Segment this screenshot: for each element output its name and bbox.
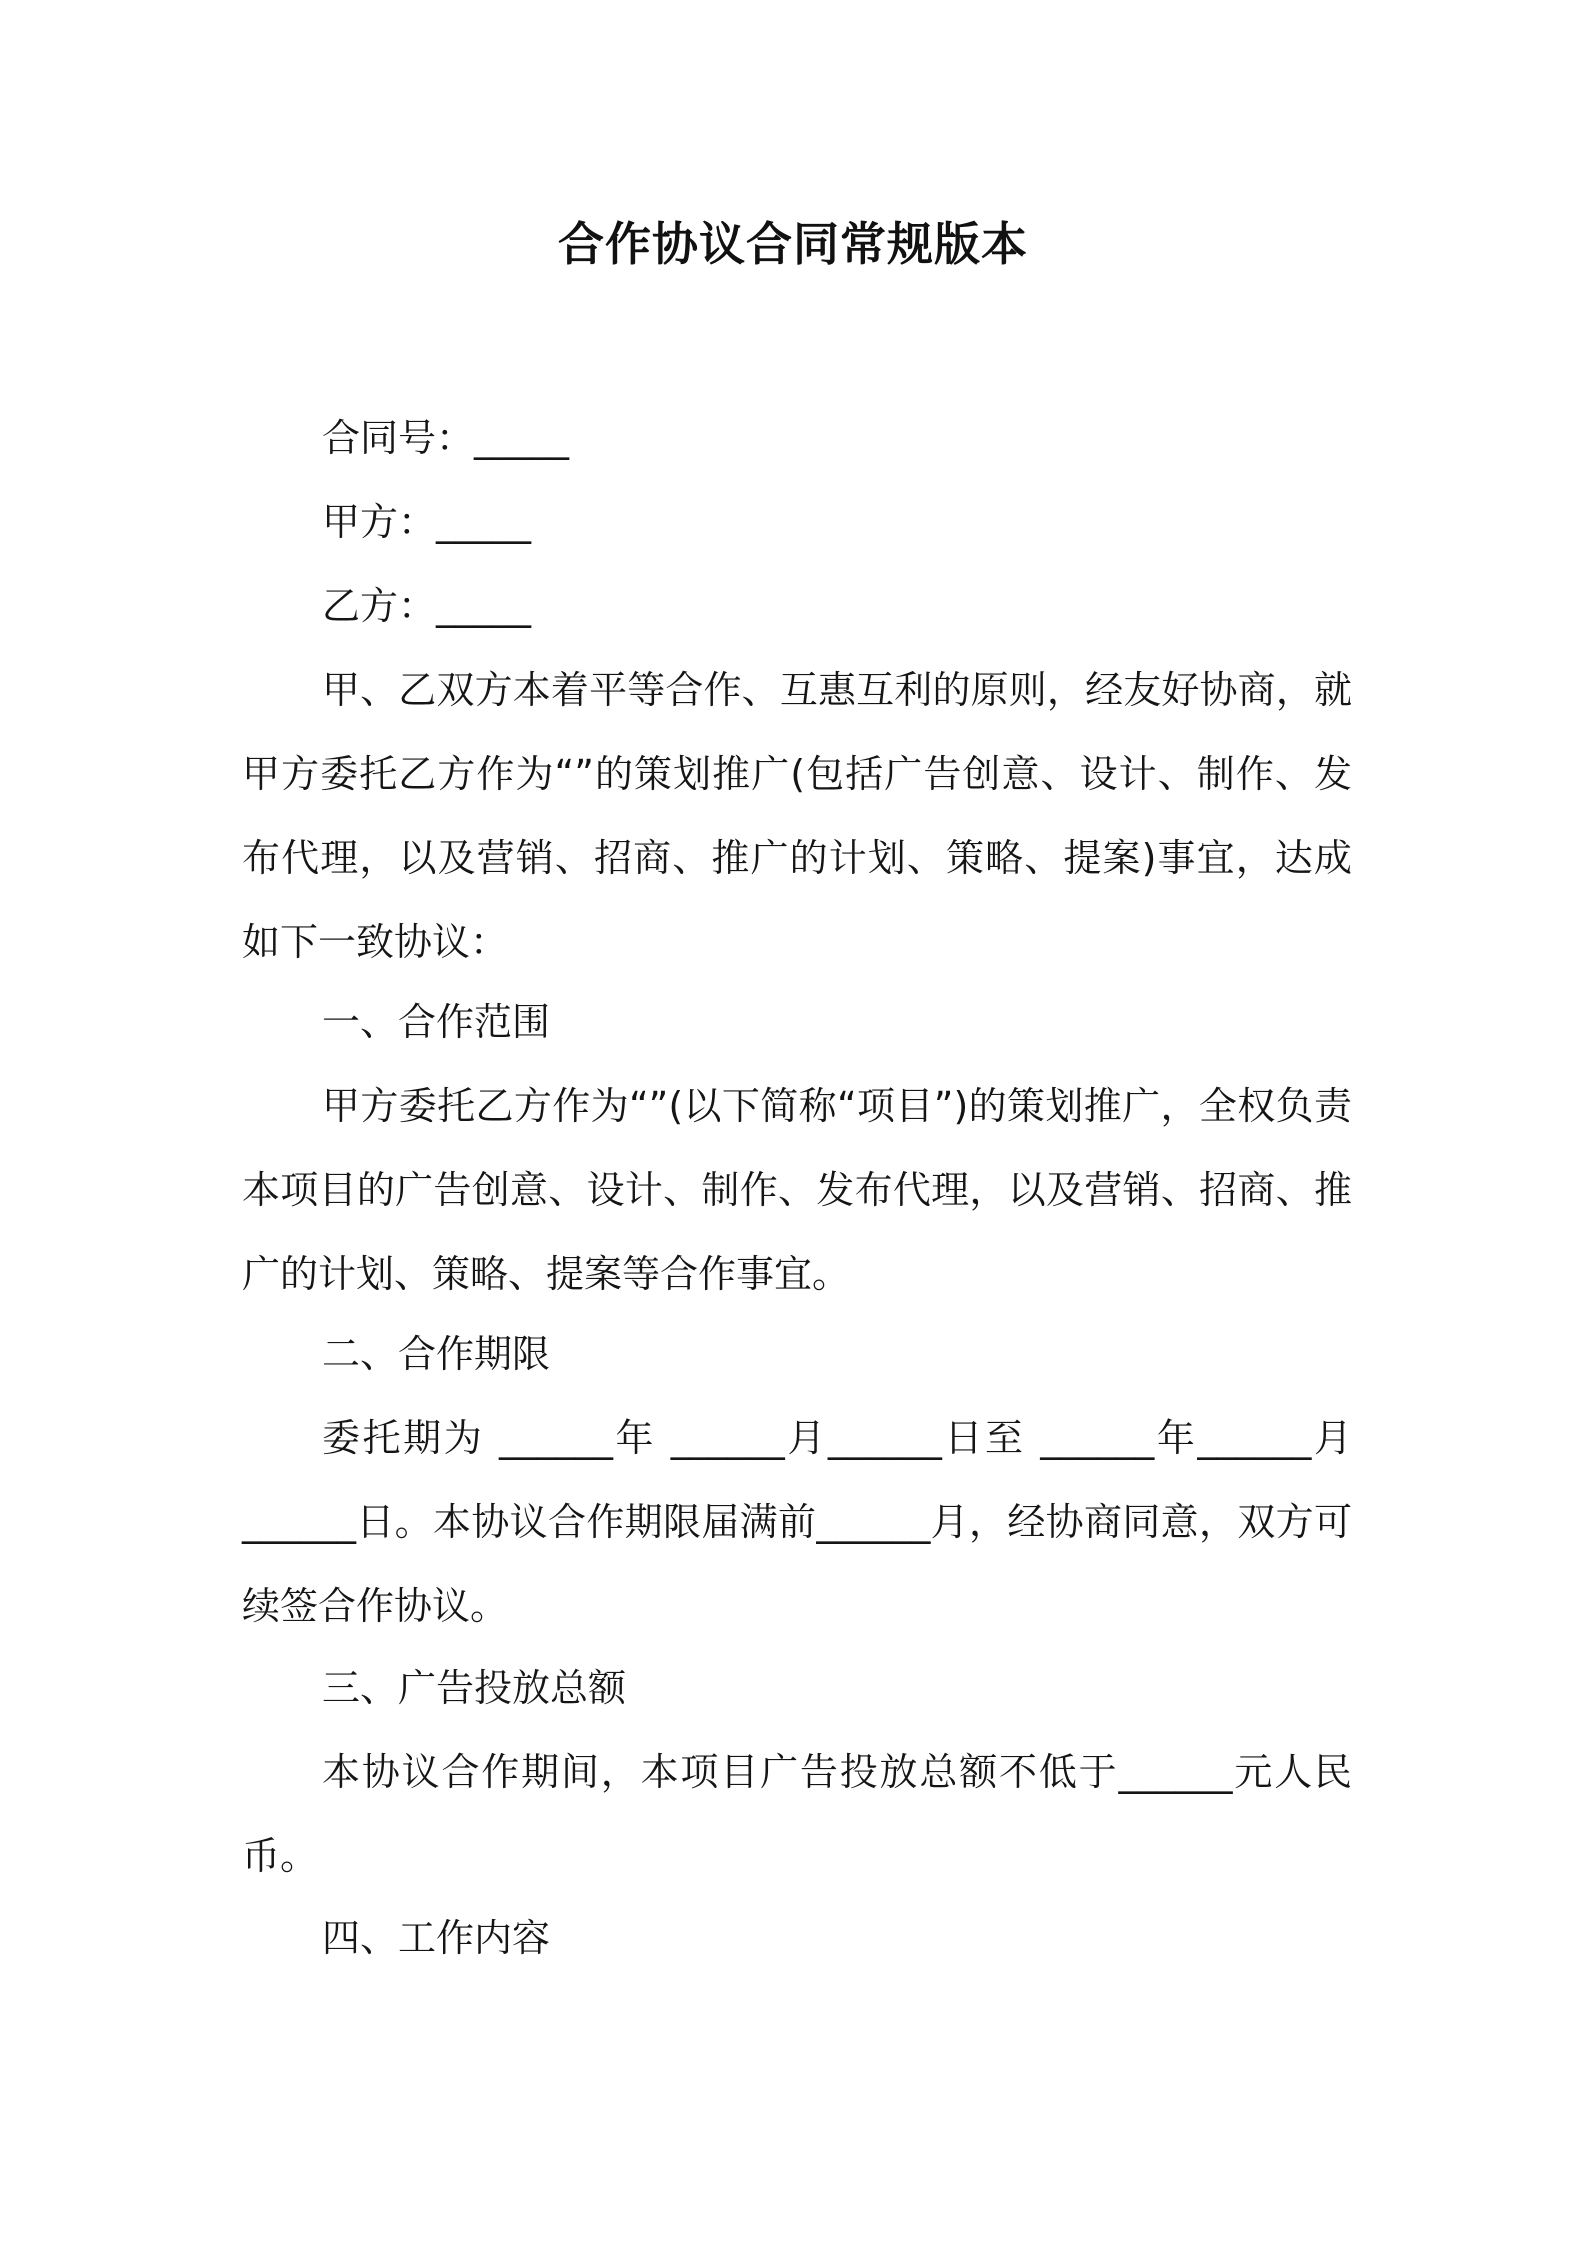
party-b-field: 乙方：_____ bbox=[322, 584, 532, 628]
section-body-ad-total: 本协议合作期间，本项目广告投放总额不低于______元人民币。 bbox=[242, 1750, 1352, 1878]
party-a-field: 甲方：_____ bbox=[322, 500, 532, 544]
section-heading-ad-total: 三、广告投放总额 bbox=[322, 1666, 627, 1710]
section-heading-scope: 一、合作范围 bbox=[322, 1000, 551, 1044]
section-body-scope: 甲方委托乙方作为“”(以下简称“项目”)的策划推广，全权负责本项目的广告创意、设计、制作、发布代理，以及营销、招商、推广的计划、策略、提案等合作事宜。 bbox=[242, 1084, 1352, 1296]
preamble-paragraph: 甲、乙双方本着平等合作、互惠互利的原则，经友好协商，就甲方委托乙方作为“”的策划推广(包括广告创意、设计、制作、发布代理，以及营销、招商、推广的计划、策略、提案)事宜，达成如下一致协议： bbox=[242, 668, 1352, 964]
contract-number-field: 合同号：_____ bbox=[322, 416, 570, 460]
section-body-term: 委托期为 ______年 ______月______日至 ______年______月______日。本协议合作期限届满前______月，经协商同意，双方可续签合作协议。 bbox=[242, 1416, 1352, 1628]
document-title: 合作协议合同常规版本 bbox=[558, 217, 1028, 271]
section-heading-work-content: 四、工作内容 bbox=[322, 1916, 551, 1960]
section-heading-term: 二、合作期限 bbox=[322, 1332, 551, 1376]
